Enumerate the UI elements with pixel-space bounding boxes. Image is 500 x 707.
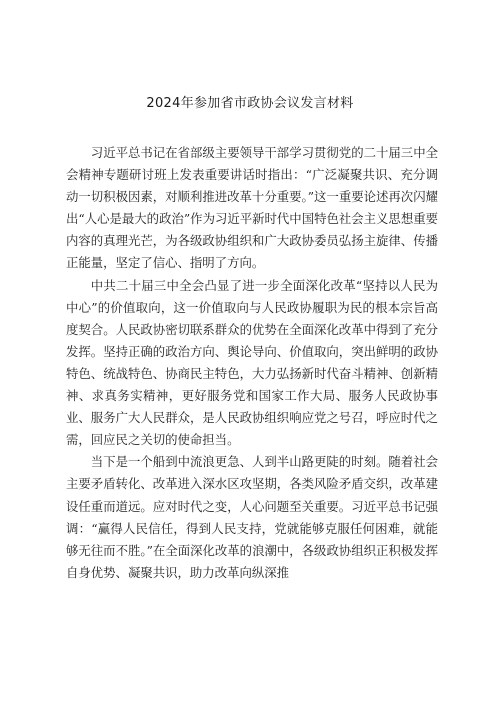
paragraph-2: 中共二十届三中全会凸显了进一步全面深化改革“坚持以人民为中心”的价值取向，这一价值取向与人民政协履职为民的根本宗旨高度契合。人民政协密切联系群众的优势在全面深化改革中得到了充分发挥。坚持正确的政治方向、舆论导向、价值取向，突出鲜明的政协特色、统战特色、协商民主特色，大力弘扬新时代奋斗精神、创新精神、求真务实精神，更好服务党和国家工作大局、服务人民政协事业、服务广大人民群众，是人民政协组织响应党之号召，呼应时代之需，回应民之关切的使命担当。 [66, 277, 438, 448]
document-title: 2024年参加省市政协会议发言材料 [146, 96, 354, 111]
paragraph-3: 当下是一个船到中流浪更急、人到半山路更陡的时刻。随着社会主要矛盾转化、改革进入深水区攻坚期，各类风险矛盾交织，改革建设任重而道远。应对时代之变，人心问题至关重要。习近平总书记强调：“赢得人民信任，得到人民支持，党就能够克服任何困难，就能够无往而不胜。”在全面深化改革的浪潮中，各级政协组织正积极发挥自身优势、凝聚共识，助力改革向纵深推 [66, 454, 438, 580]
document-body [66, 142, 438, 584]
paragraph-1: 习近平总书记在省部级主要领导干部学习贯彻党的二十届三中全会精神专题研讨班上发表重要讲话时指出：“广泛凝聚共识、充分调动一切积极因素，对顺利推进改革十分重要。”这一重要论述再次闪耀出“人心是最大的政治”作为习近平新时代中国特色社会主义思想重要内容的真理光芒，为各级政协组织和广大政协委员弘扬主旋律、传播正能量，坚定了信心、指明了方向。 [66, 145, 438, 271]
